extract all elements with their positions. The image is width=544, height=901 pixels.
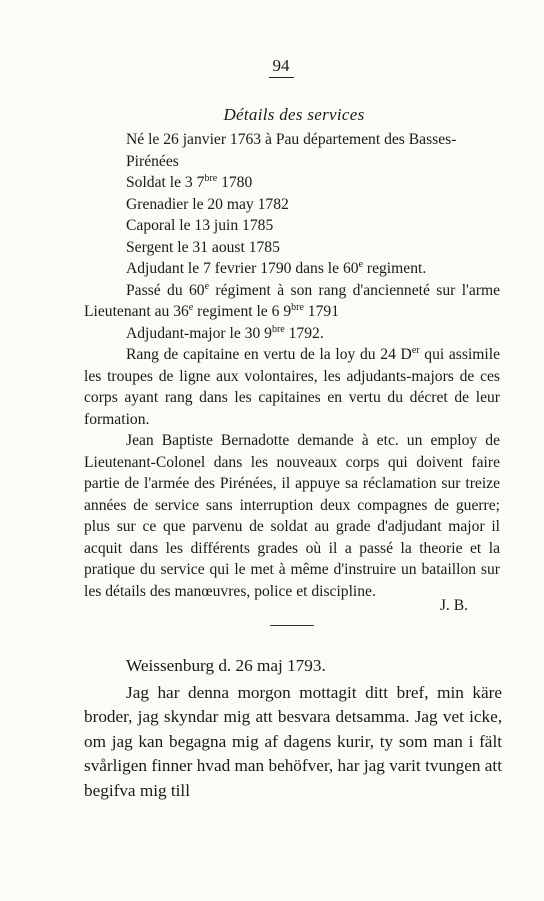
letter-dateline: Weissenburg d. 26 maj 1793.: [126, 656, 326, 675]
entry-caporal: Caporal le 13 juin 1785: [126, 217, 274, 234]
entry-adjudant-major: Adjudant-major le 30 $9^{bre}$ 1792.: [126, 323, 324, 342]
entry-sergent: Sergent le 31 aoust 1785: [126, 238, 280, 256]
paragraph-bernadotte-request: Jean Baptiste Bernadotte demande à etc. un employ de Lieutenant-Colonel dans les nouveaux corps qui doivent faire partie de l'armée des Pirénées, il appuye sa réclamation sur treize années de service sans interruption deux compagnes de guerre; plus sur ce que parvenu de soldat au grade d'adjudant major il acquit dans les différents grades où il a passé la theorie et la pratique du service qui le met à même d'instruire un bataillon sur les détails des manœuvres, police et discipline.: [84, 432, 500, 600]
signature-initials: J. B.: [439, 597, 468, 614]
letter-body: Jag har denna morgon mottagit ditt bref, min käre broder, jag skyndar mig att besvara detsamma. Jag vet icke, om jag kan begagna mig af dagens kurir, ty som man i fält svårligen finner hvad man behöfver, har jag varit tvungen att begifva mig till: [84, 682, 502, 800]
entry-soldat: Soldat le 3 $7^{bre}$ 1780: [126, 173, 253, 191]
section-divider: [270, 625, 314, 626]
section-title: Détails des services: [223, 105, 365, 124]
entry-passe: Passé du 60e régiment à son rang d'ancienneté sur l'arme Lieutenant au 36e regiment le 6 $9^{bre}$ 1791: [84, 280, 501, 320]
service-details: [84, 129, 500, 602]
entry-birth: Né le 26 janvier 1763 à Pau département des Basses- Pirénées: [126, 131, 457, 170]
paragraph-rang-capitaine: Rang de capitaine en vertu de la loy du 24 Der qui assimile les troupes de ligne aux volontaires, les adjudants-majors de ces corps ayant rang dans les capitaines en vertu du décret de leur formation.: [84, 345, 500, 428]
page-number: 94: [0, 56, 544, 78]
entry-grenadier: Grenadier le 20 may 1782: [126, 195, 289, 213]
letter: [84, 654, 502, 803]
entry-adjudant: Adjudant le 7 fevrier 1790 dans le 60e regiment.: [126, 259, 427, 277]
